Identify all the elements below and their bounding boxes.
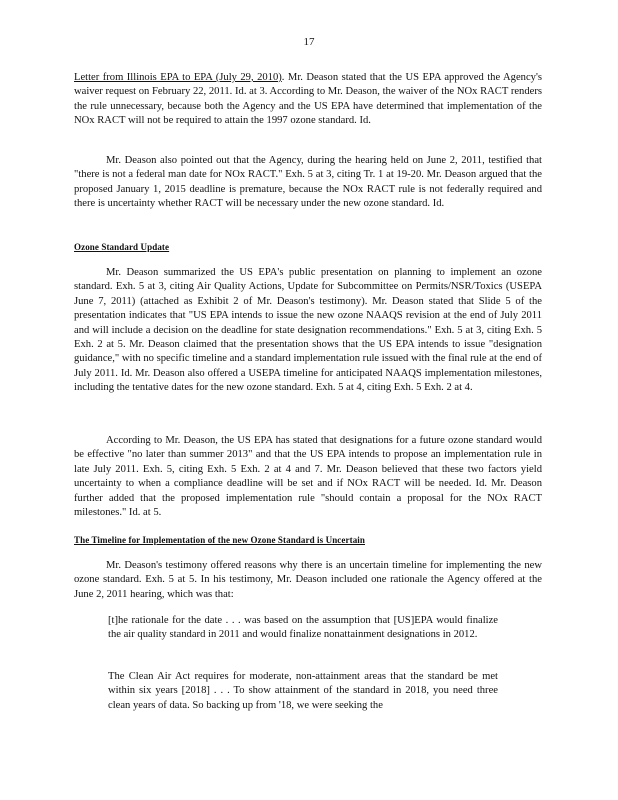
paragraph-3	[74, 266, 542, 396]
paragraph-4	[74, 434, 542, 520]
paragraph-2-text: Mr. Deason also pointed out that the Agency, during the hearing held on June 2, 2011, testified that "there is not a federal man date for NOx RACT." Exh. 5 at 3, citing Tr. 1 at 19-20. Mr. Deason argued that the proposed January 1, 2015 deadline is premature, because the NOx RACT rule is not federally required and there is uncertainty whether RACT will be necessary under the new ozone standard. Id.	[74, 155, 542, 210]
paragraph-1	[74, 71, 542, 129]
block-quote-2	[108, 670, 498, 713]
section-heading-timeline: The Timeline for Implementation of the new Ozone Standard is Uncertain	[74, 535, 365, 545]
section-heading-ozone-standard-update: Ozone Standard Update	[74, 242, 170, 252]
block-quote-2-text: The Clean Air Act requires for moderate, non-attainment areas that the standard be met within six years [2018] . . . To show attainment of the standard in 2018, you need three clean years of data. So backing up from '18, we were seeking the	[108, 671, 498, 711]
paragraph-1-text: . Mr. Deason stated that the US EPA approved the Agency's waiver request on February 22, 2011. Id. at 3. According to Mr. Deason, the waiver of the NOx RACT renders the rule unnecessary, because both the Agency and the US EPA have determined that implementation of the NOx RACT will not be required to attain the 1997 ozone standard. Id.	[74, 72, 543, 127]
block-quote-1	[108, 614, 498, 643]
paragraph-5	[74, 559, 542, 602]
paragraph-5-text: Mr. Deason's testimony offered reasons why there is an uncertain timeline for implementing the new ozone standard. Exh. 5 at 5. In his testimony, Mr. Deason included one rationale the Agency offered at the June 2, 2011 hearing, which was that:	[74, 560, 542, 600]
block-quote-1-text: [t]he rationale for the date . . . was based on the assumption that [US]EPA would finalize the air quality standard in 2011 and would finalize nonattainment designations in 2012.	[108, 615, 498, 641]
paragraph-2	[74, 154, 542, 212]
paragraph-3-text: Mr. Deason summarized the US EPA's public presentation on planning to implement an ozone standard. Exh. 5 at 3, citing Air Quality Actions, Update for Subcommittee on Permits/NSR/Toxics (USEPA June 7, 2011) (attached as Exhibit 2 of Mr. Deason's testimony). Mr. Deason stated that Slide 5 of the presentation indicates that "US EPA intends to issue the new ozone NAAQS revision at the end of July 2011 and will include a decision on the deadline for state designation recommendations." Exh. 5 at 3, citing Exh. 5 Exh. 2 at 5. Mr. Deason claimed that the presentation shows that the US EPA intends to issue "designation guidance," with no specific timeline and a standard implementation rule issued with the final rule at the end of July 2011. Id. Mr. Deason also offered a USEPA timeline for anticipated NAAQS implementation milestones, including the tentative dates for the new ozone standard. Exh. 5 at 4, citing Exh. 5 Exh. 2 at 4.	[74, 267, 542, 394]
letter-citation: Letter from Illinois EPA to EPA (July 29, 2010)	[74, 72, 282, 83]
page-number: 17	[303, 36, 315, 48]
paragraph-4-text: According to Mr. Deason, the US EPA has stated that designations for a future ozone standard would be effective "no later than summer 2013" and that the US EPA intends to propose an implementation rule in late July 2011. Exh. 5, citing Exh. 5 Exh. 2 at 4 and 7. Mr. Deason believed that these two factors yield uncertainty to when a compliance deadline will be set and if NOx RACT will be needed. Id. Mr. Deason further added that the proposed implementation rule "should contain a proposal for the NOx RACT milestones." Id. at 5.	[74, 435, 542, 519]
